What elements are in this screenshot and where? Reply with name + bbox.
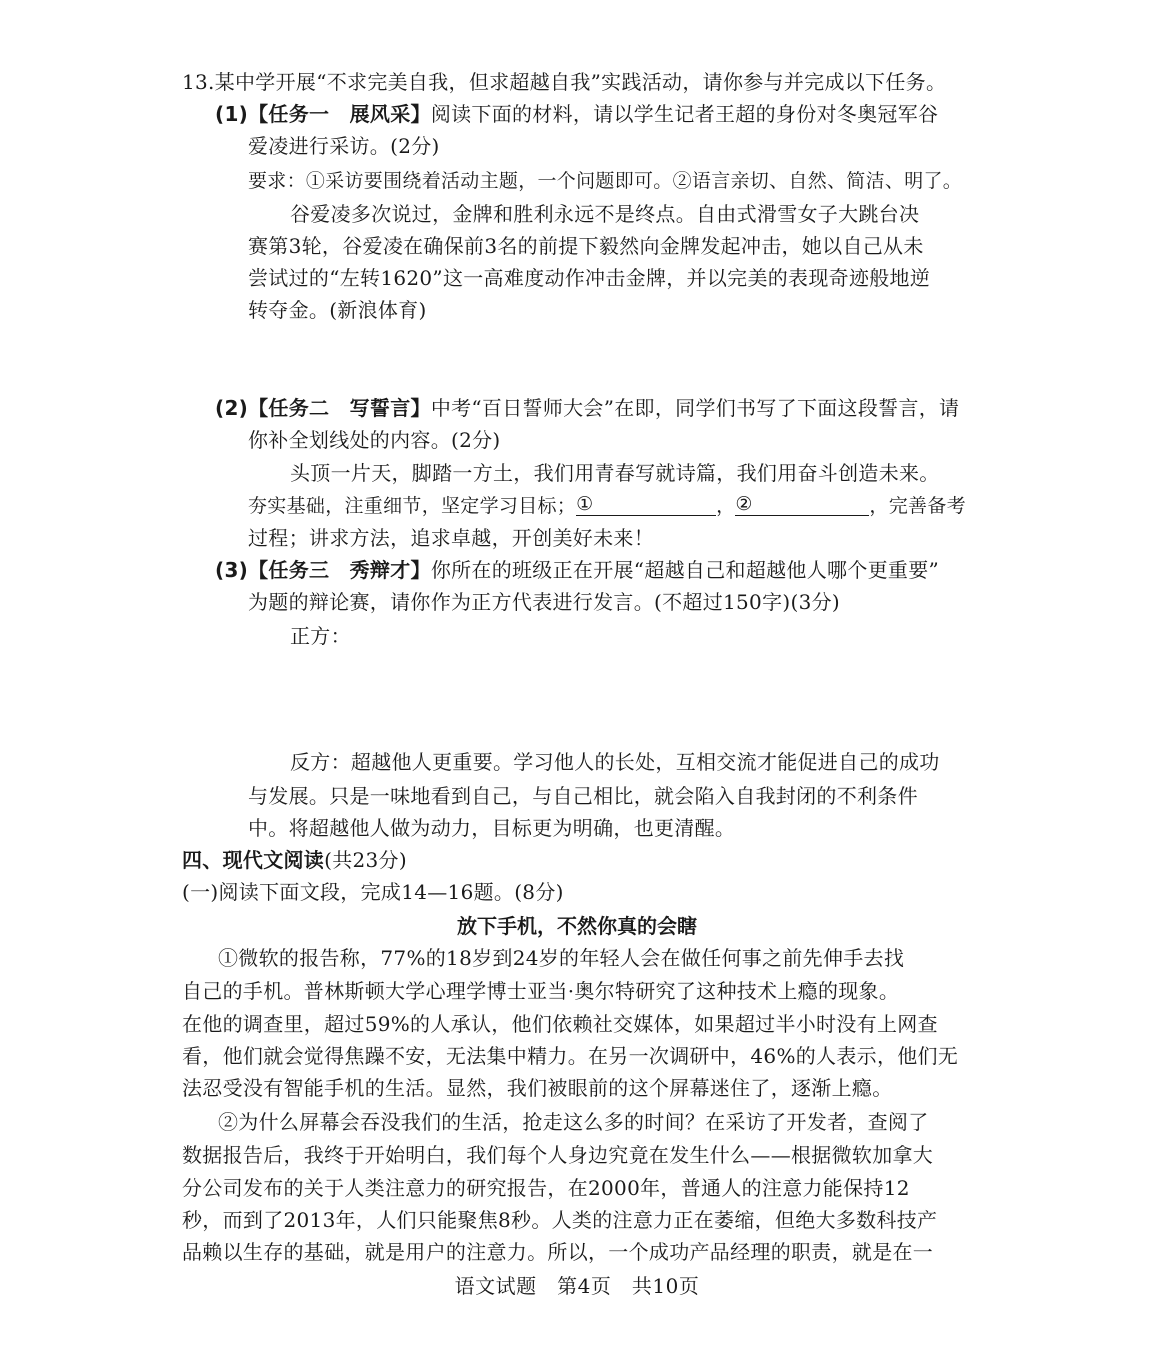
article-paragraph-line: 品赖以生存的基础，就是用户的注意力。所以，一个成功产品经理的职责，就是在一 xyxy=(182,1240,934,1264)
article-title: 放下手机，不然你真的会瞎 xyxy=(457,914,697,938)
section4-sub: (一)阅读下面文段，完成14—16题。(8分) xyxy=(182,880,564,904)
article-paragraph-line: 分公司发布的关于人类注意力的研究报告，在2000年，普通人的注意力能保持12 xyxy=(182,1176,910,1200)
task1-line1 xyxy=(215,104,938,124)
task1-prompt-b: 爱凌进行采访。(2分) xyxy=(248,134,440,158)
task3-prompt-b: 为题的辩论赛，请你作为正方代表进行发言。(不超过150字)(3分) xyxy=(248,590,841,614)
task1-material-line: 赛第3轮，谷爱凌在确保前3名的前提下毅然向金牌发起冲击，她以自己从未 xyxy=(248,234,924,258)
blank-number-2: ② xyxy=(735,493,753,515)
task3-prompt-a: 你所在的班级正在开展“超越自己和超越他人哪个更重要” xyxy=(430,558,940,582)
answer-blank-2[interactable] xyxy=(735,495,869,516)
section4-score: (共23分) xyxy=(324,848,407,872)
oath-text: ，完善备考 xyxy=(869,495,966,517)
task1-label: (1)【任务一 展风采】 xyxy=(215,102,431,126)
task2-oath-line1: 头顶一片天，脚踏一方土，我们用青春写就诗篇，我们用奋斗创造未来。 xyxy=(290,461,940,485)
article-paragraph-line: 秒，而到了2013年，人们只能聚焦8秒。人类的注意力正在萎缩，但绝大多数科技产 xyxy=(182,1208,938,1232)
task2-label: (2)【任务二 写誓言】 xyxy=(215,396,431,420)
task3-con-line: 中。将超越他人做为动力，目标更为明确，也更清醒。 xyxy=(248,816,736,840)
task2-prompt-a: 中考“百日誓师大会”在即，同学们书写了下面这段誓言，请 xyxy=(430,396,960,420)
article-paragraph-line: ①微软的报告称，77%的18岁到24岁的年轻人会在做任何事之前先伸手去找 xyxy=(218,946,905,970)
section4-heading xyxy=(182,850,407,870)
oath-text: 夯实基础，注重细节，坚定学习目标； xyxy=(248,495,577,517)
blank-number-1: ① xyxy=(576,493,594,515)
article-paragraph-line: 法忍受没有智能手机的生活。显然，我们被眼前的这个屏幕迷住了，逐渐上瘾。 xyxy=(182,1076,893,1100)
q13-intro: 13.某中学开展“不求完美自我，但求超越自我”实践活动，请你参与并完成以下任务。 xyxy=(182,70,947,94)
article-paragraph-line: 自己的手机。普林斯顿大学心理学博士亚当·奥尔特研究了这种技术上瘾的现象。 xyxy=(182,979,900,1003)
article-paragraph-line: 看，他们就会觉得焦躁不安，无法集中精力。在另一次调研中，46%的人表示，他们无 xyxy=(182,1044,959,1068)
task1-material-line: 转夺金。(新浪体育) xyxy=(248,298,427,322)
task1-prompt-a: 阅读下面的材料，请以学生记者王超的身份对冬奥冠军谷 xyxy=(430,102,939,126)
task3-label: (3)【任务三 秀辩才】 xyxy=(215,558,431,582)
answer-blank-1[interactable] xyxy=(576,495,716,516)
article-paragraph-line: 数据报告后，我终于开始明白，我们每个人身边究竟在发生什么——根据微软加拿大 xyxy=(182,1143,934,1167)
task3-con-line: 反方：超越他人更重要。学习他人的长处，互相交流才能促进自己的成功 xyxy=(290,750,940,774)
task2-oath-line3: 过程；讲求方法，追求卓越，开创美好未来！ xyxy=(248,526,654,550)
task2-oath-line2 xyxy=(248,495,966,516)
article-paragraph-line: 在他的调查里，超过59%的人承认，他们依赖社交媒体，如果超过半小时没有上网查 xyxy=(182,1012,938,1036)
task2-line1 xyxy=(215,398,959,418)
task1-material-line: 尝试过的“左转1620”这一高难度动作冲击金牌，并以完美的表现奇迹般地逆 xyxy=(248,266,931,290)
task3-pro-label: 正方： xyxy=(290,624,351,648)
oath-separator: ， xyxy=(716,495,736,517)
article-paragraph-line: ②为什么屏幕会吞没我们的生活，抢走这么多的时间？在采访了开发者，查阅了 xyxy=(218,1110,929,1134)
section4-title: 四、现代文阅读 xyxy=(182,848,325,872)
task3-line1 xyxy=(215,560,939,580)
task1-material-line: 谷爱凌多次说过，金牌和胜利永远不是终点。自由式滑雪女子大跳台决 xyxy=(290,202,920,226)
page-footer: 语文试题 第4页 共10页 xyxy=(454,1274,700,1298)
task1-requirement: 要求：①采访要围绕着活动主题，一个问题即可。②语言亲切、自然、简洁、明了。 xyxy=(248,170,963,192)
task2-prompt-b: 你补全划线处的内容。(2分) xyxy=(248,428,501,452)
task3-con-line: 与发展。只是一味地看到自己，与自己相比，就会陷入自我封闭的不利条件 xyxy=(248,784,918,808)
